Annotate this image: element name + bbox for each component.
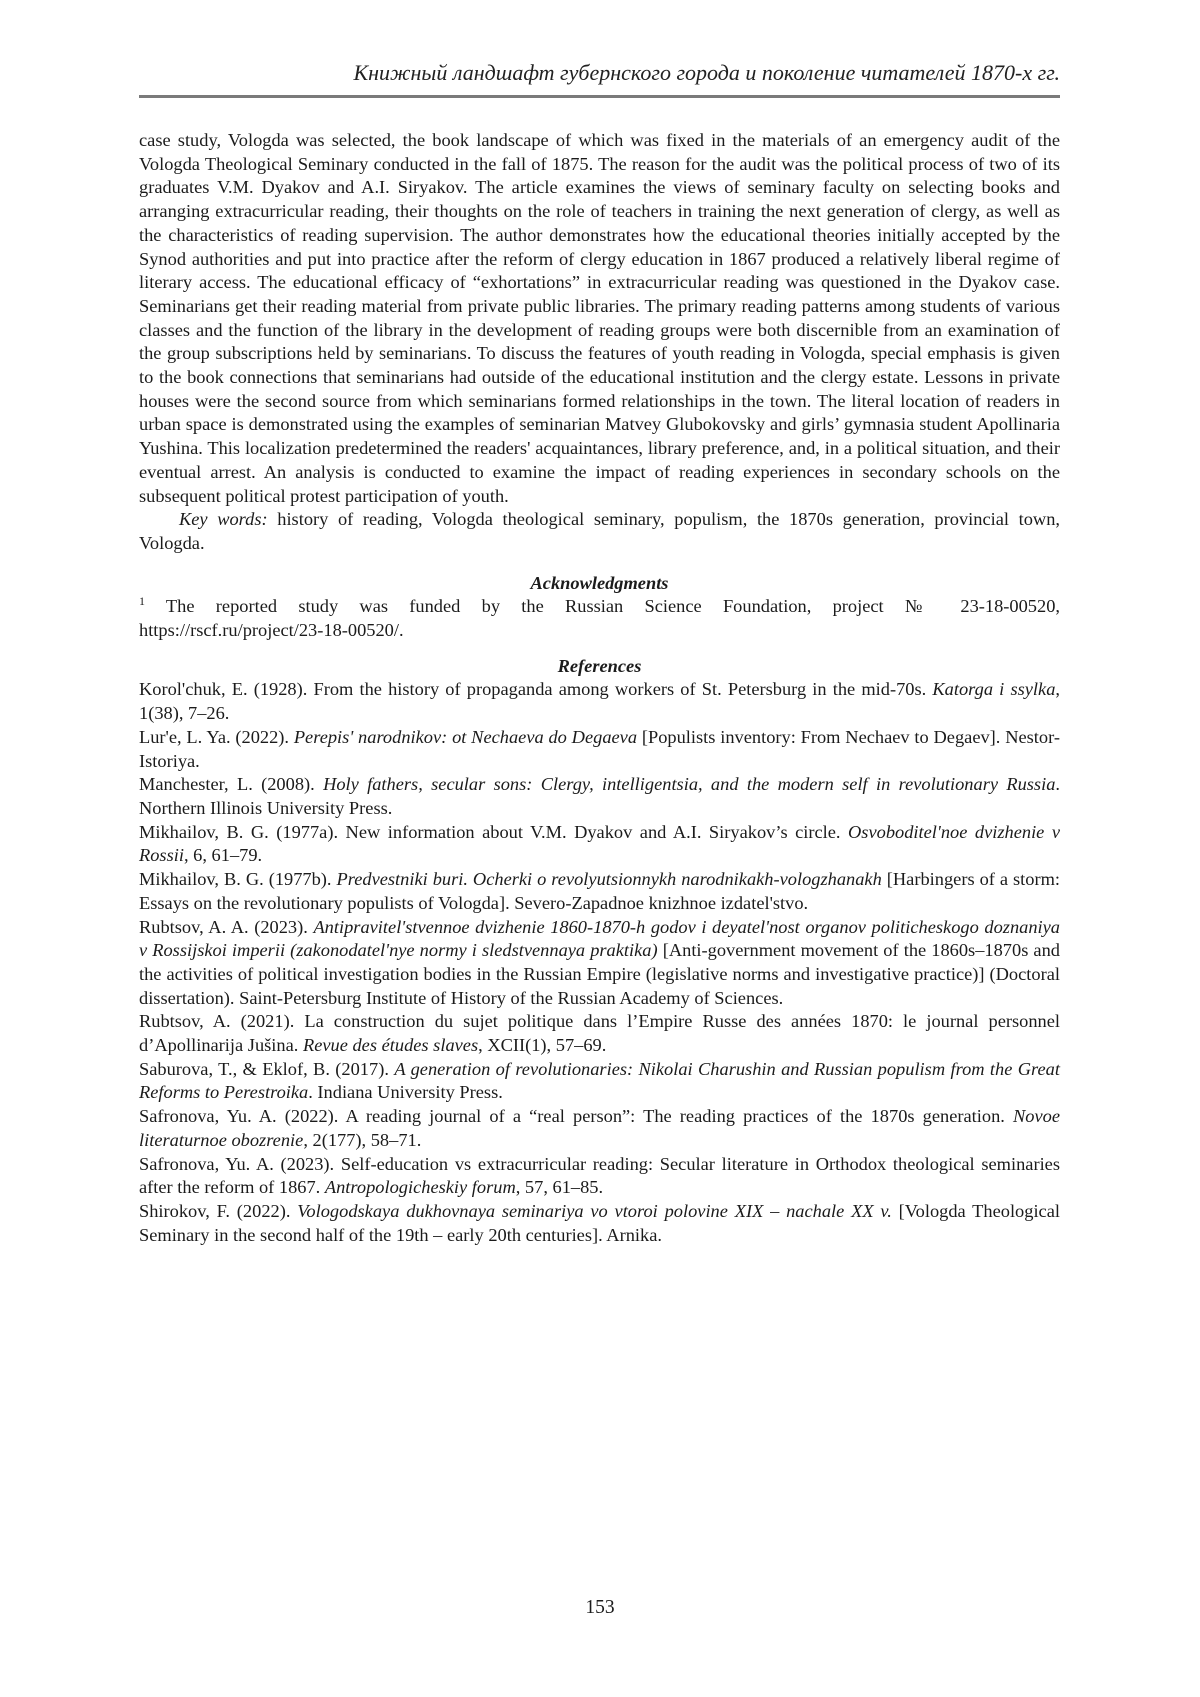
- reference-text-segment: Saburova, T., & Eklof, B. (2017).: [139, 1058, 395, 1079]
- reference-entry: [139, 821, 1060, 868]
- page-number: 153: [585, 1597, 615, 1618]
- reference-title-segment: Holy fathers, secular sons: Clergy, intelligentsia, and the modern self in revolutionary Russia: [323, 774, 1056, 795]
- reference-text-segment: Mikhailov, B. G. (1977a). New information about V.M. Dyakov and A.I. Siryakov’s circle.: [139, 821, 849, 842]
- page-footer: [0, 1597, 1200, 1619]
- reference-title-segment: Antropologicheskiy forum: [324, 1177, 516, 1198]
- reference-text-segment: Safronova, Yu. A. (2022). A reading journal of a “real person”: The reading practices of the 1870s generation.: [139, 1106, 1014, 1127]
- reference-entry: [139, 868, 1060, 915]
- reference-entry: [139, 773, 1060, 820]
- reference-text-segment: Manchester, L. (2008).: [139, 774, 324, 795]
- footnote-marker: 1: [139, 594, 145, 609]
- reference-text-segment: , 1(38), 7–26.: [139, 679, 1060, 724]
- running-header: [139, 60, 1060, 98]
- reference-text-segment: . Northern Illinois University Press.: [139, 774, 1060, 818]
- acknowledgments-text: [139, 595, 1060, 619]
- reference-title-segment: Katorga i ssylka: [932, 679, 1056, 700]
- reference-text-segment: [Anti-government movement of the 1860s–1870s and the activities of political investigation bodies in the Russian Empire (legislative norms and investigative practice)] (Doctoral dissertation). Saint-Petersburg Institute of History of the Russian Academy of Sciences.: [139, 940, 1060, 1008]
- reference-text-segment: [Populists inventory: From Nechaev to Degaev]. Nestor-Istoriya.: [139, 726, 1060, 771]
- reference-title-segment: A generation of revolutionaries: Nikolai Charushin and Russian populism from the Great Reforms to Perestroika: [139, 1058, 1060, 1103]
- reference-entry: [139, 1105, 1060, 1152]
- acknowledgments-url: https://rscf.ru/project/23-18-00520/.: [139, 620, 404, 641]
- reference-text-segment: , 57, 61–85.: [515, 1177, 604, 1198]
- reference-title-segment: Osvoboditel'noe dvizhenie v Rossii: [139, 821, 1060, 866]
- reference-entry: [139, 1153, 1060, 1200]
- reference-text-segment: , 6, 61–79.: [183, 845, 263, 866]
- reference-text-segment: Korol'chuk, E. (1928). From the history of propaganda among workers of St. Petersburg in the mid-70s.: [139, 679, 933, 700]
- reference-title-segment: Novoe literaturnoe obozrenie: [139, 1106, 1060, 1150]
- reference-text-segment: [Vologda Theological Seminary in the second half of the 19th – early 20th centuries]. Arnika.: [139, 1200, 1060, 1245]
- reference-title-segment: Revue des études slaves: [302, 1035, 479, 1056]
- acknowledgments-heading: Acknowledgments: [530, 572, 669, 593]
- references-heading: References: [557, 655, 642, 676]
- reference-text-segment: Shirokov, F. (2022).: [139, 1200, 298, 1221]
- reference-title-segment: Antipravitel'stvennoe dvizhenie 1860-1870-h godov i deyatel'nost organov politicheskogo doznaniya v Rossijskoi imperii (zakonodatel'nye normy i sledstvennaya praktika): [139, 916, 1060, 961]
- reference-text-segment: , 2(177), 58–71.: [303, 1129, 422, 1150]
- abstract-paragraph: case study, Vologda was selected, the book landscape of which was fixed in the materials of an emergency audit of the Vologda Theological Seminary conducted in the fall of 1875. The reason for the audit was the political process of two of its graduates V.M. Dyakov and A.I. Siryakov. The article examines the views of seminary faculty on selecting books and arranging extracurricular reading, their thoughts on the role of teachers in training the next generation of clergy, as well as the characteristics of reading supervision. The author demonstrates how the educational theories initially accepted by the Synod authorities and put into practice after the reform of clergy education in 1867 produced a relatively liberal regime of literary access. The educational efficacy of “exhortations” in extracurricular reading was questioned in the Dyakov case. Seminarians get their reading material from private public libraries. The primary reading patterns among students of various classes and the function of the library in the development of reading groups were both discernible from an examination of the group subscriptions held by seminarians. To discuss the features of youth reading in Vologda, special emphasis is given to the book connections that seminarians had outside of the educational institution and the clergy estate. Lessons in private houses were the second source from which seminarians formed relationships in the town. The literal location of readers in urban space is demonstrated using the examples of seminarian Matvey Glubokovsky and girls’ gymnasia student Apollinaria Yushina. This localization predetermined the readers' acquaintances, library preference, and, in a political situation, and their eventual arrest. An analysis is conducted to examine the impact of reading experiences in secondary schools on the subsequent political protest participation of youth.: [139, 130, 1060, 506]
- reference-entry: [139, 1058, 1060, 1105]
- reference-entry: [139, 916, 1060, 1011]
- acknowledgments-line1: The reported study was funded by the Russian Science Foundation, project № 23-18-00520,: [145, 596, 1060, 617]
- reference-entry: [139, 678, 1060, 725]
- reference-text-segment: Rubtsov, A. (2021). La construction du sujet politique dans l’Empire Russe des années 1870: le journal personnel d’Apollinarija Jušina.: [139, 1011, 1060, 1056]
- references-list: [139, 678, 1060, 1247]
- keywords-label: Key words:: [179, 509, 268, 530]
- reference-text-segment: [Harbingers of a storm: Essays on the revolutionary populists of Vologda]. Severo-Zapadnoe knizhnoe izdatel'stvo.: [139, 869, 1061, 913]
- reference-title-segment: Predvestniki buri. Ocherki o revolyutsionnykh narodnikakh-vologzhanakh: [336, 869, 882, 890]
- header-title: Книжный ландшафт губернского города и поколение читателей 1870-х гг.: [353, 60, 1060, 85]
- keywords-paragraph: [139, 508, 1060, 555]
- reference-text-segment: Rubtsov, A. A. (2023).: [139, 916, 314, 937]
- reference-title-segment: Perepis' narodnikov: ot Nechaeva do Degaeva: [293, 726, 638, 747]
- content-column: [139, 0, 1060, 1247]
- reference-text-segment: Safronova, Yu. A. (2023). Self-education vs extracurricular reading: Secular literature in Orthodox theological seminaries after the reform of 1867.: [139, 1153, 1060, 1198]
- reference-text-segment: Mikhailov, B. G. (1977b).: [139, 869, 337, 890]
- keywords-text: history of reading, Vologda theological seminary, populism, the 1870s generation, provincial town, Vologda.: [139, 509, 1060, 553]
- reference-text-segment: , XCII(1), 57–69.: [478, 1035, 607, 1056]
- reference-text-segment: Lur'e, L. Ya. (2022).: [139, 726, 294, 747]
- reference-entry: [139, 1010, 1060, 1057]
- reference-title-segment: Vologodskaya dukhovnaya seminariya vo vtoroi polovine XIX – nachale XX v.: [297, 1200, 892, 1221]
- reference-text-segment: . Indiana University Press.: [308, 1082, 503, 1103]
- reference-entry: [139, 726, 1060, 773]
- reference-entry: [139, 1200, 1060, 1247]
